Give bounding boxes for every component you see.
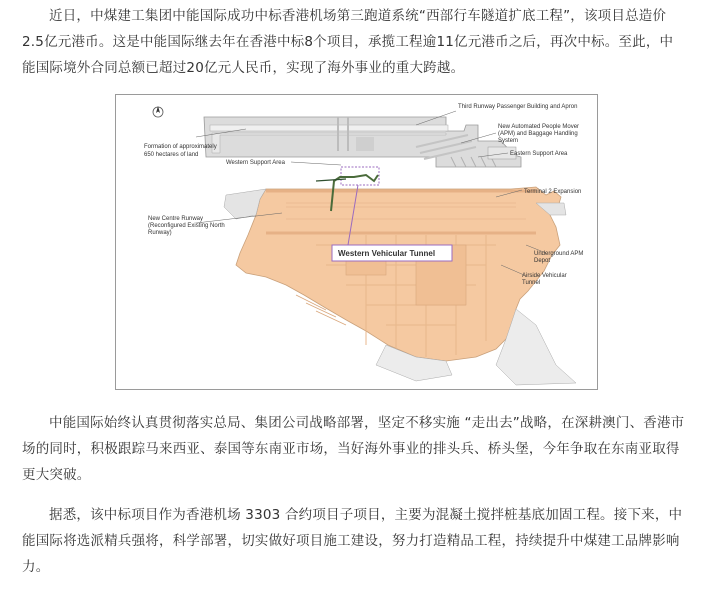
paragraph-1: 近日，中煤建工集团中能国际成功中标香港机场第三跑道系统“西部行车隧道扩底工程”，该项目总造价2.5亿元港币。这是中能国际继去年在香港中标8个项目，承揽工程逾11亿元港币之后，再次中标。至此，中能国际境外合同总额已超过20亿元人民币，实现了海外事业的重大跨越。 — [22, 8, 674, 76]
tunnel-callout-text: Western Vehicular Tunnel — [338, 249, 436, 258]
paragraph-3: 据悉，该中标项目作为香港机场 3303 合约项目子项目，主要为混凝土搅拌桩基底加固工程。接下来，中能国际将选派精兵强将，科学部署，切实做好项目施工建设，努力打造精品工程，持续提升中煤建工品牌影响力。 — [22, 507, 683, 575]
airport-map — [116, 95, 599, 391]
western-support-label: Western Support Area — [226, 160, 285, 166]
third-runway-label: Third Runway Passenger Building and Apron — [458, 104, 578, 110]
terminal2-label: Terminal 2 Expansion — [524, 189, 582, 195]
paragraph-2: 中能国际始终认真贯彻落实总局、集团公司战略部署，坚定不移实施 “走出去”战略，在深耕澳门、香港市场的同时，积极跟踪马来西亚、泰国等东南亚市场，当好海外事业的排头兵、桥头堡，今年争取在东南亚取得更大突破。 — [22, 415, 685, 483]
tunnel-callout — [332, 245, 452, 261]
centre-runway-label-line2: (Reconfigured Existing North — [148, 223, 225, 229]
airside-tunnel-label-line1: Airside Vehicular — [522, 273, 567, 279]
apm-depot-label-line1: Underground APM — [534, 251, 584, 257]
apm-label-line2: (APM) and Baggage Handling — [498, 131, 578, 137]
apm-label-line1: New Automated People Mover — [498, 124, 580, 130]
airport-map-figure — [115, 94, 598, 390]
apm-label-line3: System — [498, 138, 519, 144]
north-arrow-icon — [153, 106, 163, 117]
centre-runway-label-line1: New Centre Runway — [148, 216, 204, 222]
apm-depot-label-line2: Depot — [534, 258, 551, 264]
airside-tunnel-label-line2: Tunnel — [522, 280, 541, 286]
formation-label-line1: Formation of approximately — [144, 144, 217, 150]
formation-label-line2: 650 hectares of land — [144, 152, 199, 158]
centre-runway-label-line3: Runway) — [148, 230, 172, 236]
eastern-support-label: Eastern Support Area — [510, 151, 568, 157]
